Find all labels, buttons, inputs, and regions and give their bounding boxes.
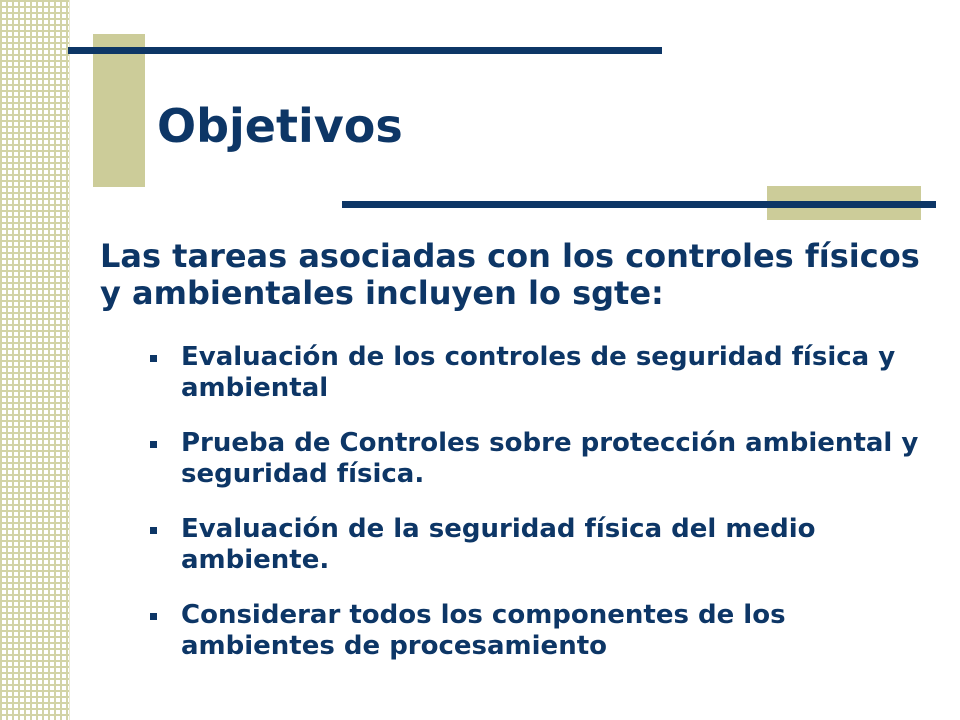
square-bullet-icon: [150, 527, 157, 534]
title-accent-block: [93, 34, 145, 187]
bullet-text: Evaluación de la seguridad física del medio ambiente.: [181, 514, 816, 575]
square-bullet-icon: [150, 441, 157, 448]
slide-title: Objetivos: [157, 99, 403, 153]
left-grid-pattern: [0, 0, 69, 720]
left-pattern-edge: [69, 0, 70, 720]
top-rule: [68, 47, 662, 54]
square-bullet-icon: [150, 613, 157, 620]
intro-text: Las tareas asociadas con los controles físicos y ambientales incluyen lo sgte:: [100, 237, 920, 312]
square-bullet-icon: [150, 355, 157, 362]
bullet-item: [148, 514, 938, 576]
mid-rule: [342, 201, 936, 208]
bullet-item: [148, 428, 938, 490]
bullet-text: Prueba de Controles sobre protección ambiental y seguridad física.: [181, 428, 919, 489]
bullet-item: [148, 600, 938, 662]
bullet-item: [148, 342, 938, 404]
bullet-text: Considerar todos los componentes de los ambientes de procesamiento: [181, 600, 786, 661]
bullet-list: [148, 342, 938, 686]
bullet-text: Evaluación de los controles de seguridad física y ambiental: [181, 342, 896, 403]
